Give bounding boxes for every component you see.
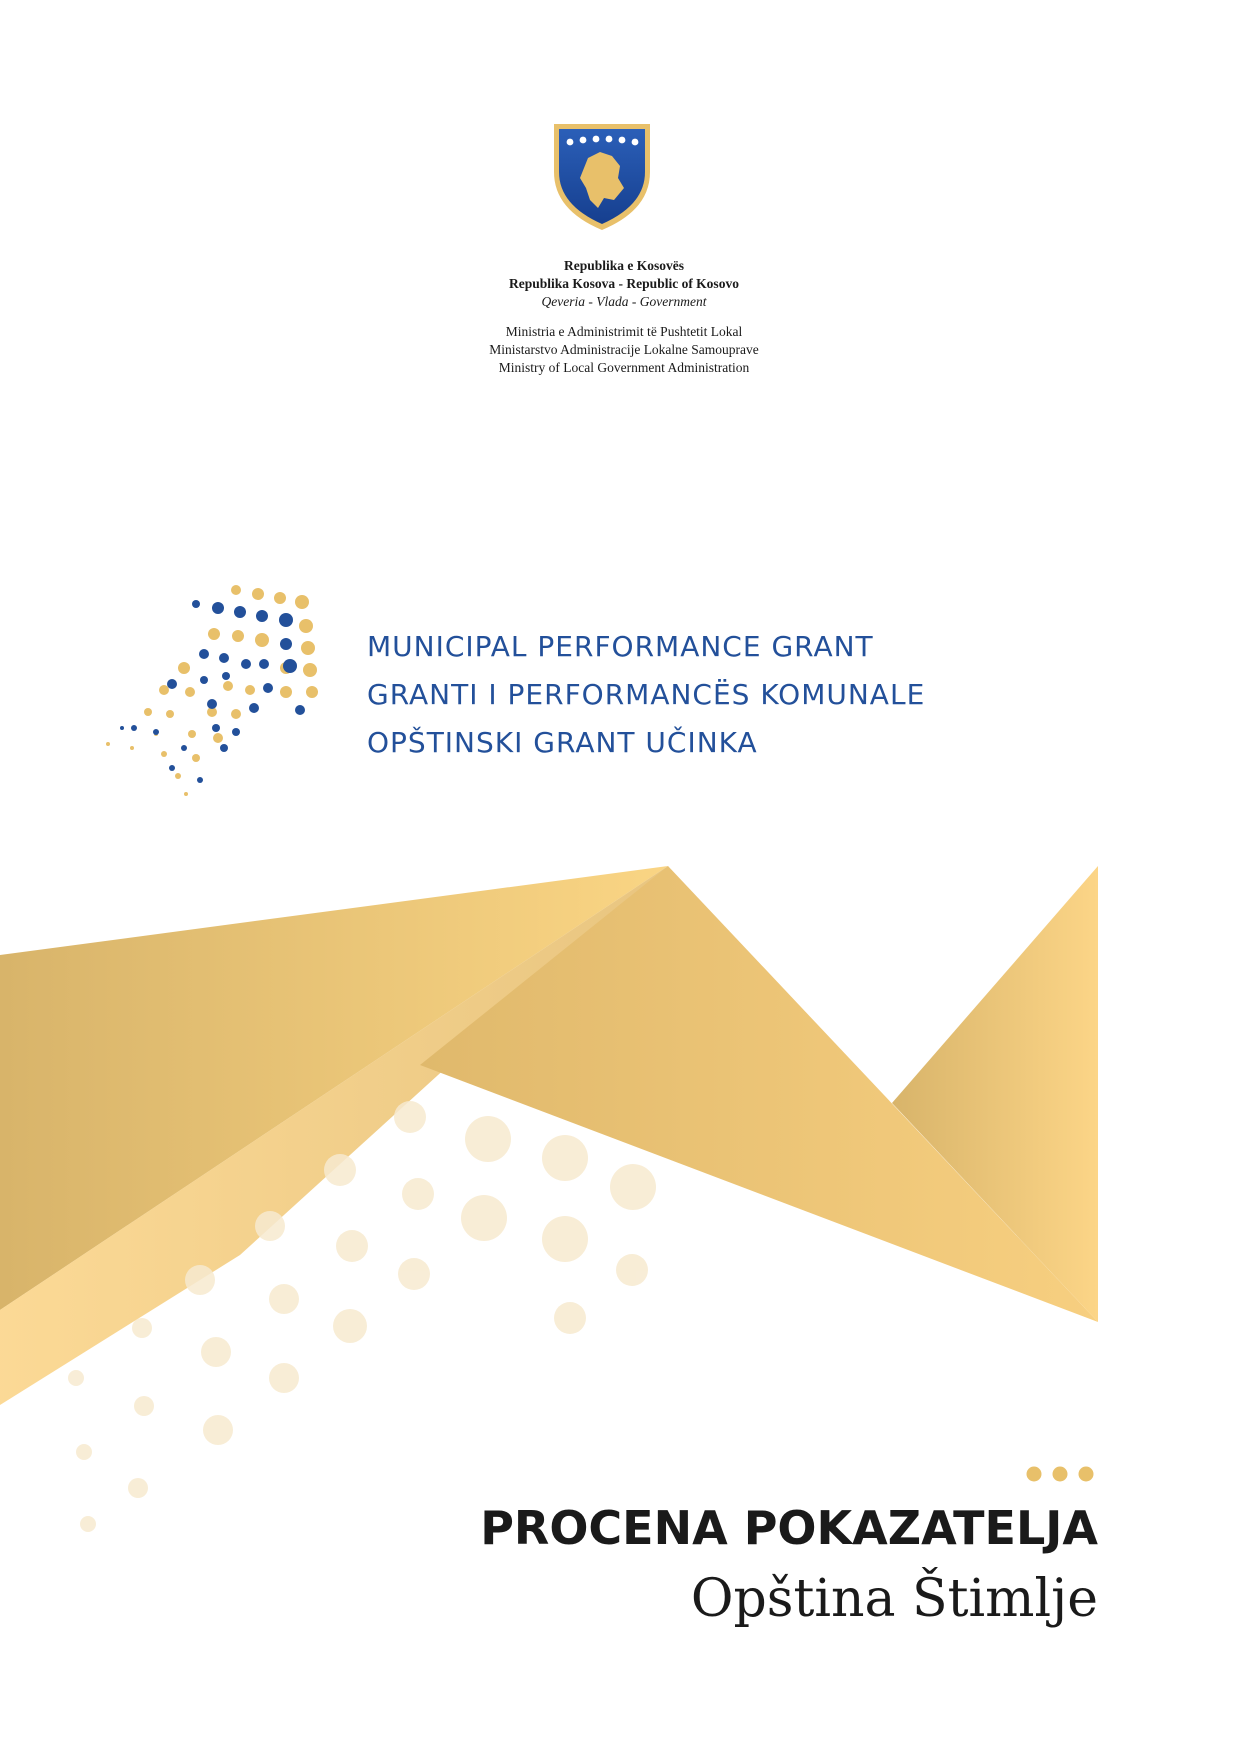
ministry-line-en: Ministry of Local Government Administration bbox=[498, 360, 750, 375]
ministry-line-sr: Ministarstvo Administracije Lokalne Samouprave bbox=[489, 342, 759, 357]
republic-name-multilingual: Republika Kosova - Republic of Kosovo bbox=[509, 276, 739, 291]
grant-title-sr: OPŠTINSKI GRANT UČINKA bbox=[367, 726, 758, 759]
grant-program-titles bbox=[367, 627, 925, 771]
ministry-line-sq: Ministria e Administrimit të Pushtetit Lokal bbox=[505, 324, 743, 339]
document-title: PROCENA POKAZATELJA bbox=[480, 1501, 1098, 1555]
kosovo-emblem-icon bbox=[550, 118, 654, 234]
government-header-text bbox=[324, 257, 924, 377]
republic-name-line: Republika e Kosovës bbox=[563, 258, 685, 273]
grant-logo-icon bbox=[100, 580, 330, 810]
document-subtitle: Opština Štimlje bbox=[690, 1569, 1098, 1629]
grant-title-sq: GRANTI I PERFORMANCËS KOMUNALE bbox=[367, 678, 926, 711]
grant-title-en: MUNICIPAL PERFORMANCE GRANT bbox=[367, 630, 874, 663]
government-line: Qeveria - Vlada - Government bbox=[541, 294, 707, 309]
document-title-block bbox=[480, 1498, 1098, 1634]
spacer bbox=[324, 311, 924, 323]
decorative-gold-shapes bbox=[0, 860, 1248, 1560]
header bbox=[0, 0, 1248, 400]
ellipsis-dots-icon bbox=[1024, 1464, 1096, 1484]
